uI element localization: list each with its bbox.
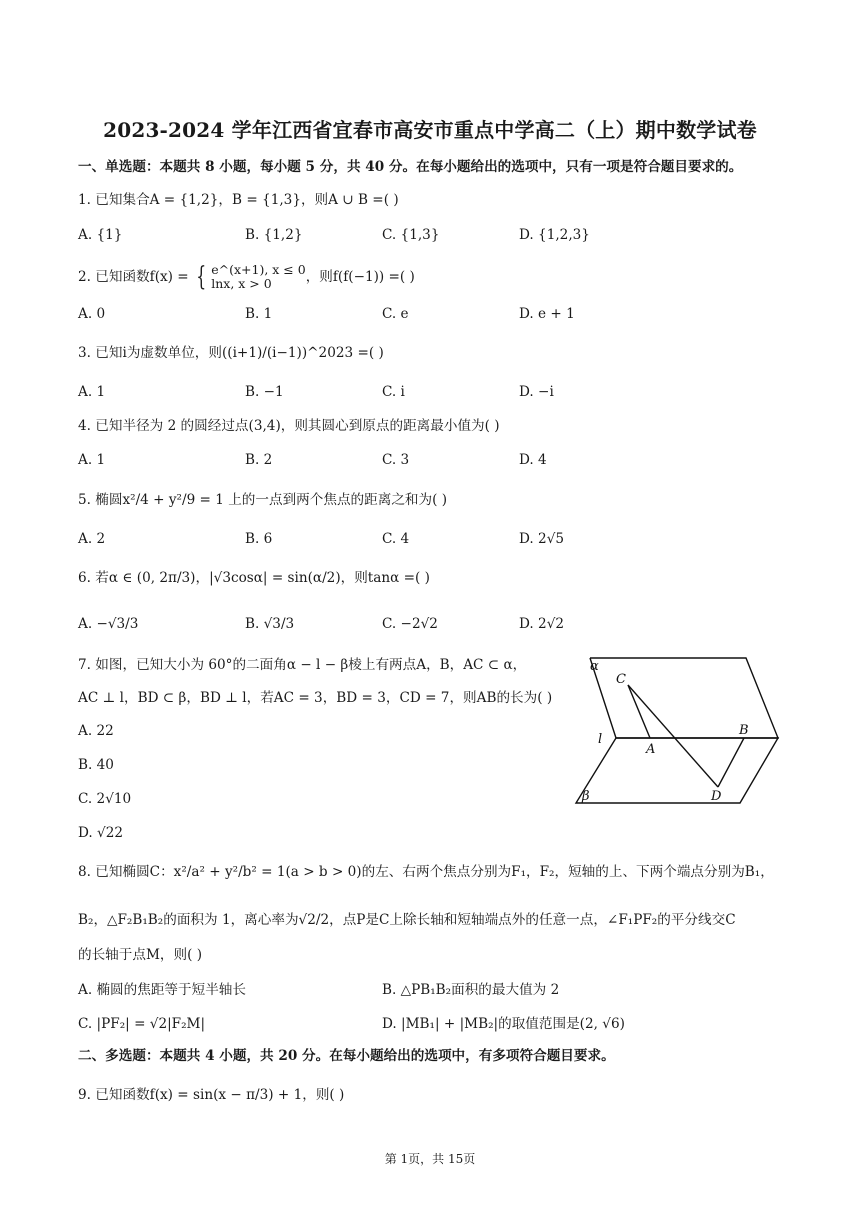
dihedral-angle-figure	[568, 650, 783, 808]
question-1-stem: 1. 已知集合A = {1,2}，B = {1,3}，则A ∪ B =( )	[78, 192, 399, 208]
question-2-stem-after: ，则f(f(−1)) =( )	[305, 269, 415, 285]
question-7-option-b: B. 40	[78, 757, 114, 773]
segment-cd	[628, 685, 718, 787]
question-5-stem: 5. 椭圆x²/4 + y²/9 = 1 上的一点到两个焦点的距离之和为( )	[78, 492, 448, 508]
question-6-option-d: D. 2√2	[519, 616, 565, 632]
label-l: l	[598, 732, 603, 747]
question-4-option-c: C. 3	[382, 452, 410, 468]
question-4-stem: 4. 已知半径为 2 的圆经过点(3,4)，则其圆心到原点的距离最小值为( )	[78, 418, 500, 434]
question-8-option-c: C. |PF₂| = √2|F₂M|	[78, 1016, 206, 1032]
question-8-option-b: B. △PB₁B₂面积的最大值为 2	[382, 982, 560, 998]
question-5-option-d: D. 2√5	[519, 531, 565, 547]
question-4-option-a: A. 1	[78, 452, 106, 468]
label-alpha: α	[590, 659, 599, 674]
question-6-option-a: A. −√3/3	[78, 616, 139, 632]
question-4-option-b: B. 2	[245, 452, 273, 468]
question-7-stem-line-2: AC ⊥ l，BD ⊂ β，BD ⊥ l，若AC = 3，BD = 3，CD = 7，则AB的长为( )	[78, 690, 553, 706]
question-8-option-a: A. 椭圆的焦距等于短半轴长	[78, 982, 246, 998]
question-1-option-b: B. {1,2}	[245, 227, 303, 243]
question-3-option-c: C. i	[382, 384, 405, 400]
section-single-choice-heading: 一、单选题：本题共 8 小题，每小题 5 分，共 40 分。在每小题给出的选项中，只有一项是符合题目要求的。	[78, 159, 743, 175]
question-3-option-a: A. 1	[78, 384, 106, 400]
question-4-option-d: D. 4	[519, 452, 547, 468]
plane-alpha-outline	[590, 658, 778, 738]
question-7-option-c: C. 2√10	[78, 791, 132, 807]
question-2-option-a: A. 0	[78, 306, 106, 322]
question-9-stem: 9. 已知函数f(x) = sin(x − π/3) + 1，则( )	[78, 1087, 345, 1103]
page-title: 2023-2024 学年江西省宜春市高安市重点中学高二（上）期中数学试卷	[103, 118, 757, 142]
label-beta: β	[582, 789, 590, 804]
question-1-option-c: C. {1,3}	[382, 227, 440, 243]
label-a: A	[646, 742, 656, 757]
question-6-stem: 6. 若α ∈ (0, 2π/3)，|√3cosα| = sin(α/2)，则tanα =( )	[78, 570, 430, 586]
question-3-stem: 3. 已知i为虚数单位，则((i+1)/(i−1))^2023 =( )	[78, 345, 384, 361]
question-2-option-c: C. e	[382, 306, 409, 322]
question-1-option-a: A. {1}	[78, 227, 123, 243]
question-3-option-b: B. −1	[245, 384, 284, 400]
label-b: B	[739, 723, 749, 738]
plane-beta-outline	[576, 738, 778, 803]
question-2-stem-before: 2. 已知函数f(x) =	[78, 269, 189, 285]
segment-bd	[718, 738, 744, 787]
question-8-stem-line-2: B₂，△F₂B₁B₂的面积为 1，离心率为√2/2，点P是C上除长轴和短轴端点外的任意一点，∠F₁PF₂的平分线交C	[78, 912, 736, 928]
question-5-option-c: C. 4	[382, 531, 410, 547]
page-footer: 第 1页，共 15页	[384, 1152, 476, 1166]
question-7-option-a: A. 22	[78, 723, 114, 739]
question-6-option-b: B. √3/3	[245, 616, 295, 632]
label-d: D	[711, 789, 722, 804]
question-1-option-d: D. {1,2,3}	[519, 227, 590, 243]
question-7-option-d: D. √22	[78, 825, 124, 841]
piecewise-case-2: lnx, x > 0	[211, 276, 272, 291]
question-3-option-d: D. −i	[519, 384, 554, 400]
piecewise-case-1: e^(x+1), x ≤ 0	[211, 262, 306, 277]
piecewise-cases	[211, 263, 305, 291]
question-2-option-b: B. 1	[245, 306, 273, 322]
question-5-option-b: B. 6	[245, 531, 273, 547]
piecewise-brace: {	[195, 262, 206, 292]
question-2-stem	[78, 263, 415, 291]
question-8-stem-line-1: 8. 已知椭圆C：x²/a² + y²/b² = 1(a > b > 0)的左、右两个焦点分别为F₁，F₂，短轴的上、下两个端点分别为B₁，	[78, 864, 774, 880]
section-multiple-choice-heading: 二、多选题：本题共 4 小题，共 20 分。在每小题给出的选项中，有多项符合题目要求。	[78, 1048, 615, 1064]
question-8-stem-line-3: 的长轴于点M，则( )	[78, 947, 203, 963]
question-2-option-d: D. e + 1	[519, 306, 575, 322]
question-6-option-c: C. −2√2	[382, 616, 438, 632]
label-c: C	[616, 672, 626, 687]
question-7-stem-line-1: 7. 如图，已知大小为 60°的二面角α − l − β棱上有两点A，B，AC ⊂ α，	[78, 657, 527, 673]
question-8-option-d: D. |MB₁| + |MB₂|的取值范围是(2, √6)	[382, 1016, 625, 1032]
question-5-option-a: A. 2	[78, 531, 106, 547]
segment-ac	[628, 685, 650, 738]
